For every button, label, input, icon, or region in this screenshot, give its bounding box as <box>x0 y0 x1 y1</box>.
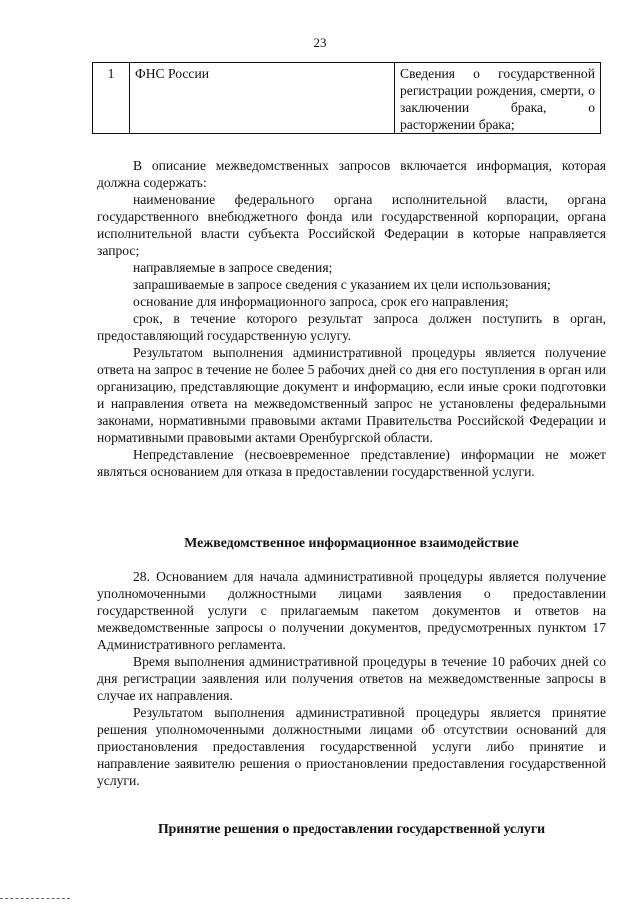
paragraph: Результатом выполнения административной процедуры является принятие решения уполномоченными должностными лицами об отсутствии оснований для приостановления предоставления государственной услуги либо принятие и направление заявителю решения о приостановлении предоставления государственной услуги. <box>97 705 606 788</box>
body-section-1 <box>97 157 606 480</box>
section-heading: Принятие решения о предоставлении государственной услуги <box>157 821 546 836</box>
section-heading-interagency <box>97 534 606 551</box>
section-heading: Межведомственное информационное взаимодействие <box>184 535 519 550</box>
paragraph: наименование федерального органа исполнительной власти, органа государственного внебюджетного фонда или государственной корпорации, органа исполнительной власти субъекта Российской Федерации в которые направляется запрос; <box>97 192 606 258</box>
scan-artifact <box>0 898 70 901</box>
body-section-2 <box>97 568 606 789</box>
information-cell: Сведения о государственной регистрации рождения, смерти, о заключении брака, о расторжении брака; <box>395 63 601 134</box>
paragraph: направляемые в запросе сведения; <box>133 260 333 275</box>
table-row <box>93 63 601 134</box>
paragraph: запрашиваемые в запросе сведения с указанием их цели использования; <box>133 277 551 292</box>
section-heading-decision <box>97 820 606 837</box>
paragraph: Непредставление (несвоевременное представление) информации не может являться основанием для отказа в предоставлении государственной услуги. <box>97 447 606 479</box>
row-number-cell: 1 <box>93 63 130 134</box>
paragraph: 28. Основанием для начала административной процедуры является получение уполномоченными должностными лицами заявления о предоставлении государственной услуги с прилагаемым пакетом документов и ответов на межведомственные запросы о получении документов, предусмотренных пунктом 17 Административного регламента. <box>97 569 606 652</box>
paragraph: основание для информационного запроса, срок его направления; <box>133 294 509 309</box>
paragraph: Время выполнения административной процедуры в течение 10 рабочих дней со дня регистрации заявления или получения ответов на межведомственные запросы в случае их направления. <box>97 654 606 703</box>
organization-cell: ФНС России <box>130 63 395 134</box>
paragraph: Результатом выполнения административной процедуры является получение ответа на запрос в течение не более 5 рабочих дней со дня его поступления в орган или организацию, представляющие документ и информацию, если иные сроки подготовки и направления ответа на межведомственный запрос не установлены федеральными законами, нормативными правовыми актами Правительства Российской Федерации и нормативными правовыми актами Оренбургской области. <box>97 345 606 445</box>
registry-table <box>92 62 601 134</box>
paragraph: срок, в течение которого результат запроса должен поступить в орган, предоставляющий государственную услугу. <box>97 311 606 343</box>
paragraph: В описание межведомственных запросов включается информация, которая должна содержать: <box>97 158 606 190</box>
page-number: 23 <box>313 35 327 50</box>
